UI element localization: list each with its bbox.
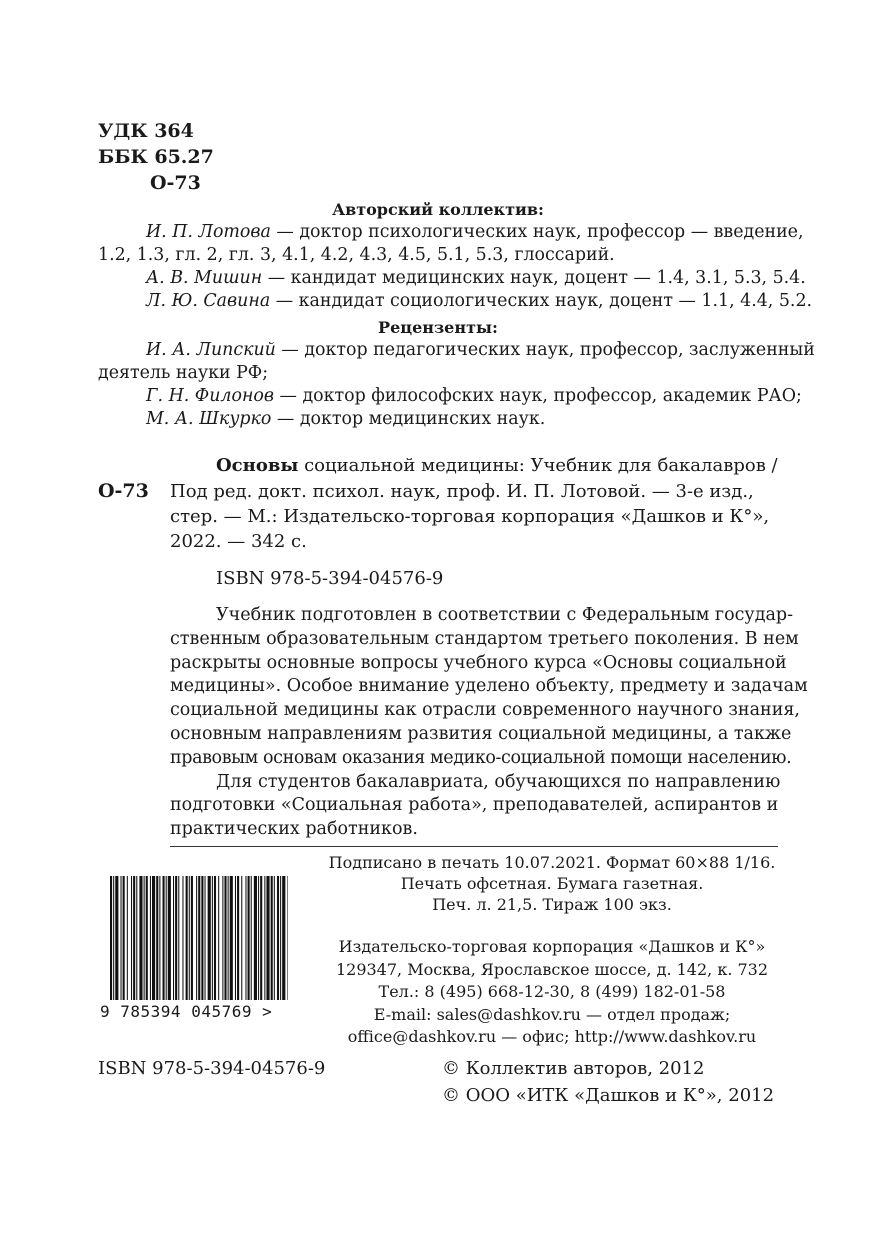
bbk-code: ББК 65.27 xyxy=(98,146,214,168)
bib-line-1 xyxy=(216,455,778,476)
barcode-bar xyxy=(258,876,259,1000)
authors-heading: Авторский коллектив: xyxy=(332,200,544,219)
reviewer-name: Г. Н. Филонов xyxy=(146,386,275,406)
publisher-phone: Тел.: 8 (495) 668-12-30, 8 (499) 182-01-58 xyxy=(378,982,726,1001)
barcode-digits: 9 785394 045769 > xyxy=(100,1002,273,1021)
annotation-line: социальной медицины как отрасли современного научного знания, xyxy=(170,700,800,721)
barcode-bar xyxy=(274,876,275,1000)
author-entry xyxy=(146,268,806,288)
author-role: — кандидат социологических наук, доцент — 1.1, 4.4, 5.2. xyxy=(270,291,813,311)
barcode-bar xyxy=(277,876,279,1000)
author-name: И. П. Лотова xyxy=(146,222,271,242)
barcode-bar xyxy=(237,876,239,1000)
imprint xyxy=(316,852,788,915)
author-mark: О-73 xyxy=(150,172,201,194)
annotation-line: Для студентов бакалавриата, обучающихся по направлению xyxy=(216,771,781,792)
author-name: А. В. Мишин xyxy=(146,268,263,288)
barcode-bar xyxy=(254,876,257,1000)
bib-isbn: ISBN 978-5-394-04576-9 xyxy=(216,568,444,589)
annotation-line: ственным образовательным стандартом третьего поколения. В нем xyxy=(170,628,799,649)
barcode-bar xyxy=(251,876,252,1000)
bib-line-3: стер. — М.: Издательско-торговая корпорация «Дашков и К°», xyxy=(170,506,770,527)
barcode-bar xyxy=(271,876,273,1000)
publisher-info xyxy=(316,936,788,1049)
reviewer-entry xyxy=(146,386,802,406)
barcode-bar xyxy=(191,876,193,1000)
barcode-bar xyxy=(266,876,269,1000)
bib-author-mark: О-73 xyxy=(98,480,149,502)
author-name: Л. Ю. Савина xyxy=(146,291,271,311)
annotation-line: раскрыты основные вопросы учебного курса «Основы социальной xyxy=(170,652,787,673)
author-role: — кандидат медицинских наук, доцент — 1.4, 3.1, 5.3, 5.4. xyxy=(262,268,806,288)
barcode-bar xyxy=(186,876,188,1000)
barcode-bar xyxy=(245,876,246,1000)
bib-line-4: 2022. — 342 с. xyxy=(170,531,307,552)
barcode-bar xyxy=(280,876,281,1000)
barcode-bar xyxy=(150,876,151,1000)
bib-line-2: Под ред. докт. психол. наук, проф. И. П. Лотовой. — 3-е изд., xyxy=(170,481,754,502)
copyright-publisher: © ООО «ИТК «Дашков и К°», 2012 xyxy=(442,1085,775,1106)
barcode-bar xyxy=(156,876,158,1000)
bib-title: Основы xyxy=(216,455,299,476)
reviewer-role: — доктор философских наук, профессор, академик РАО; xyxy=(274,386,802,406)
imprint-signed: Подписано в печать 10.07.2021. Формат 60×88 1/16. xyxy=(328,853,776,872)
barcode-bar xyxy=(196,876,197,1000)
annotation-line: медицины». Особое внимание уделено объекту, предмету и задачам xyxy=(170,676,808,697)
barcode-bar xyxy=(133,876,135,1000)
annotation-line: правовым основам оказания медико-социальной помощи населению. xyxy=(170,747,792,768)
barcode-bar xyxy=(248,876,250,1000)
barcode-bar xyxy=(163,876,165,1000)
barcode-bar xyxy=(175,876,177,1000)
barcode-bar xyxy=(282,876,285,1000)
reviewer-role: — доктор педагогических наук, профессор, заслуженный xyxy=(275,340,815,360)
author-role: — доктор психологических наук, профессор — введение, xyxy=(270,222,804,242)
barcode-bar xyxy=(131,876,132,1000)
imprint-sheets: Печ. л. 21,5. Тираж 100 экз. xyxy=(432,895,672,914)
annotation-line: подготовки «Социальная работа», преподавателей, аспирантов и xyxy=(170,795,779,816)
barcode-bar xyxy=(159,876,160,1000)
publisher-address: 129347, Москва, Ярославское шоссе, д. 142, к. 732 xyxy=(335,959,769,979)
reviewer-role: — доктор медицинских наук. xyxy=(271,409,546,429)
author-entry xyxy=(146,222,804,242)
barcode-bar xyxy=(222,876,223,1000)
annotation-line: Учебник подготовлен в соответствии с Федеральным государ- xyxy=(216,605,794,625)
isbn-barcode xyxy=(100,876,296,1024)
annotation-line: практических работников. xyxy=(170,819,418,840)
barcode-bar xyxy=(110,876,112,1000)
barcode-bar xyxy=(136,876,137,1000)
barcode-bar xyxy=(212,876,213,1000)
barcode-bar xyxy=(287,876,288,1000)
reviewer-entry-cont: деятель науки РФ; xyxy=(98,363,269,383)
barcode-bar xyxy=(241,876,242,1000)
divider-rule xyxy=(170,846,778,847)
classification-codes xyxy=(98,118,214,196)
reviewer-entry xyxy=(146,409,545,429)
barcode-bar xyxy=(168,876,171,1000)
barcode-bar xyxy=(260,876,262,1000)
reviewer-name: М. А. Шкурко xyxy=(146,409,272,429)
barcode-bar xyxy=(121,876,122,1000)
barcode-bar xyxy=(208,876,211,1000)
annotation-line: основным направлениям развития социальной медицины, а также xyxy=(170,723,792,744)
annotation xyxy=(170,604,808,842)
barcode-bar xyxy=(201,876,203,1000)
reviewers-heading: Рецензенты: xyxy=(378,318,498,337)
barcode-bar xyxy=(152,876,155,1000)
copyright-authors: © Коллектив авторов, 2012 xyxy=(442,1058,705,1079)
barcode-bar xyxy=(218,876,219,1000)
barcode-bar xyxy=(144,876,145,1000)
barcode-bar xyxy=(224,876,226,1000)
publisher-email: E-mail: sales@dashkov.ru — отдел продаж; xyxy=(373,1004,731,1024)
barcode-bar xyxy=(178,876,179,1000)
barcode-bar xyxy=(205,876,206,1000)
author-entry-cont: 1.2, 1.3, гл. 2, гл. 3, 4.1, 4.2, 4.3, 4.5, 5.1, 5.3, глоссарий. xyxy=(98,245,615,265)
imprint-printing: Печать офсетная. Бумага газетная. xyxy=(400,874,704,893)
barcode-bar xyxy=(166,876,167,1000)
barcode-bar xyxy=(146,876,148,1000)
barcode-bar xyxy=(235,876,236,1000)
barcode-bar xyxy=(113,876,114,1000)
barcode-bars-icon xyxy=(110,876,288,1006)
bib-line-1-text: социальной медицины: Учебник для бакалавров / xyxy=(298,455,778,476)
reviewer-name: И. А. Липский xyxy=(146,340,276,360)
publisher-office: office@dashkov.ru — офис; http://www.dashkov.ru xyxy=(347,1027,757,1046)
reviewer-entry xyxy=(146,340,815,360)
barcode-bar xyxy=(189,876,190,1000)
barcode-bar xyxy=(127,876,128,1000)
publisher-name: Издательско-торговая корпорация «Дашков и К°» xyxy=(338,937,766,956)
barcode-bar xyxy=(115,876,118,1000)
barcode-bar xyxy=(214,876,216,1000)
barcode-bar xyxy=(139,876,142,1000)
barcode-bar xyxy=(228,876,229,1000)
footer-isbn: ISBN 978-5-394-04576-9 xyxy=(98,1058,326,1079)
udk-code: УДК 364 xyxy=(98,120,194,142)
barcode-bar xyxy=(123,876,125,1000)
barcode-bar xyxy=(230,876,233,1000)
barcode-bar xyxy=(264,876,265,1000)
barcode-bar xyxy=(173,876,174,1000)
barcode-bar xyxy=(198,876,200,1000)
author-entry xyxy=(146,291,812,311)
barcode-bar xyxy=(182,876,183,1000)
